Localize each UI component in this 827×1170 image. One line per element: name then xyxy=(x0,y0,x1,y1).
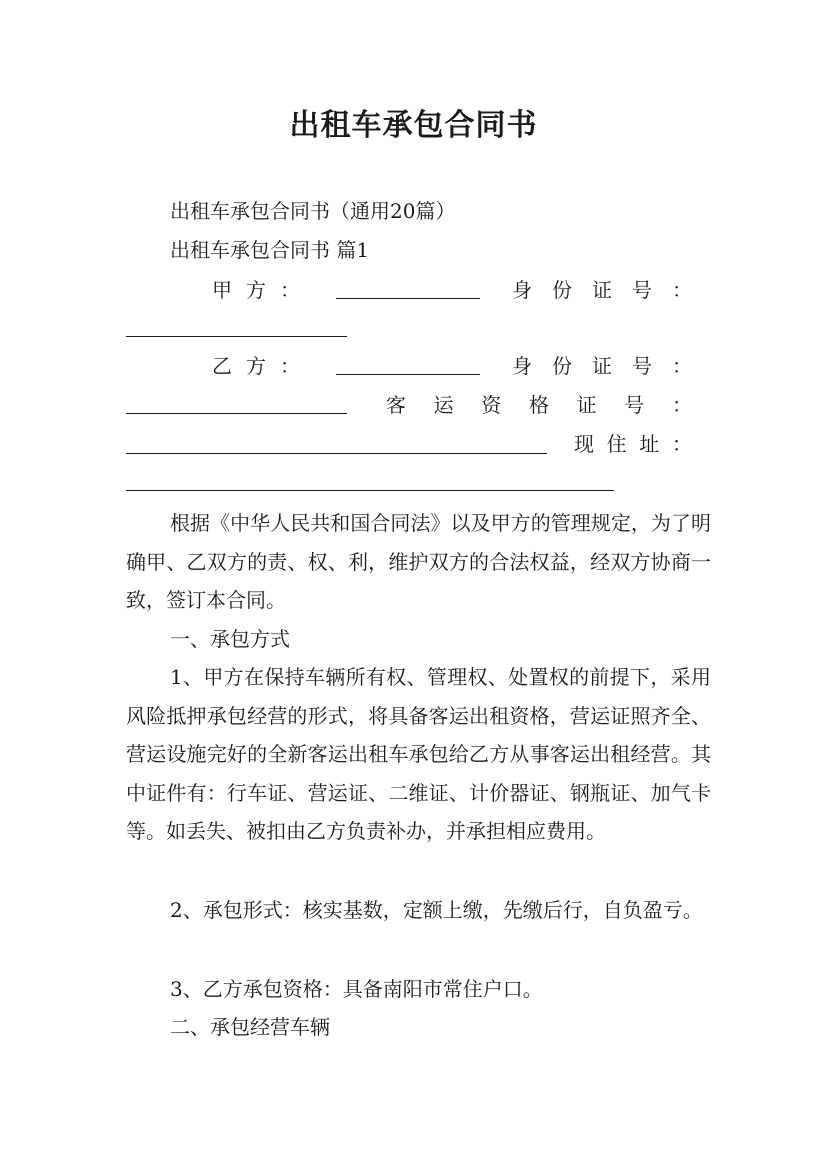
document-subtitle: 出租车承包合同书（通用20篇） xyxy=(170,199,456,223)
party-b-label: 乙 方 ： xyxy=(212,354,300,378)
party-a-id-blank xyxy=(126,336,347,337)
party-a-blank xyxy=(336,298,480,299)
party-b-id-blank xyxy=(126,413,347,414)
section-1-heading: 一、承包方式 xyxy=(170,627,290,651)
clause-2: 2、承包形式：核实基数，定额上缴，先缴后行，自负盈亏。 xyxy=(170,898,703,922)
section-2-heading: 二、承包经营车辆 xyxy=(170,1015,330,1039)
party-b-id-label: 身 份 证 号 ： xyxy=(512,354,692,378)
party-a-id-label: 身 份 证 号 ： xyxy=(512,278,692,302)
intro-paragraph: 根据《中华人民共和国合同法》以及甲方的管理规定，为了明确甲、乙双方的责、权、利，维护双方的合法权益，经双方协商一致，签订本合同。 xyxy=(126,511,711,612)
party-a-label: 甲 方 ： xyxy=(212,278,300,302)
qualification-label: 客 运 资 格 证 号 ： xyxy=(386,393,692,417)
part-heading: 出租车承包合同书 篇1 xyxy=(170,238,370,262)
address-blank xyxy=(126,490,614,491)
clause-1: 1、甲方在保持车辆所有权、管理权、处置权的前提下，采用风险抵押承包经营的形式，将具备客运出租资格，营运证照齐全、营运设施完好的全新客运出租车承包给乙方从事客运出租经营。其中证件有：行车证、营运证、二维证、计价器证、钢瓶证、加气卡等。如丢失、被扣由乙方负责补办，并承担相应费用。 xyxy=(126,665,711,843)
document-title: 出租车承包合同书 xyxy=(289,108,538,143)
clause-3: 3、乙方承包资格：具备南阳市常住户口。 xyxy=(170,977,543,1001)
address-label: 现 住 址 ： xyxy=(574,432,692,456)
party-b-blank xyxy=(336,374,480,375)
qualification-blank xyxy=(126,453,547,454)
